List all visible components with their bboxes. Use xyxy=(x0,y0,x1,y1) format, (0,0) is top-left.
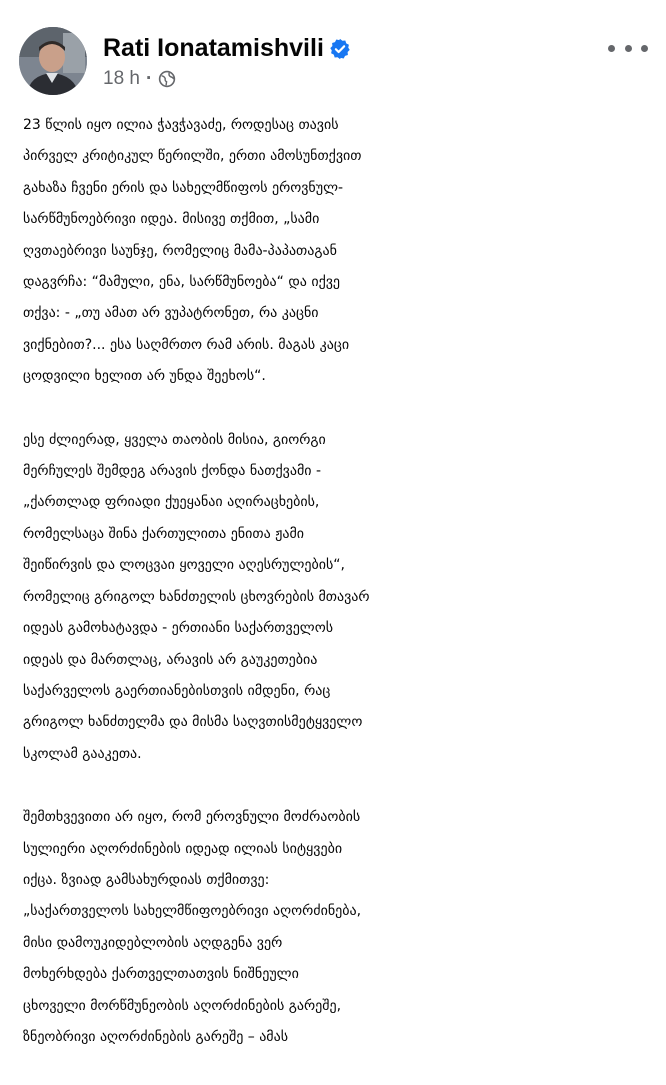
post-text-line: იდეას და მართლაც, არავის არ გაუკეთებია xyxy=(23,651,318,668)
avatar-photo xyxy=(19,27,87,95)
post-paragraph xyxy=(23,110,653,393)
post-text-line: გრიგოლ ხანძთელმა და მისმა საღვთისმეტყველო xyxy=(23,714,363,731)
author-name[interactable]: Rati Ionatamishvili xyxy=(103,34,324,62)
post-text-line: იდეას გამოხატავდა - ერთიანი საქართველოს xyxy=(23,620,334,637)
post-text-line: მისი დამოუკიდებლობის აღდგენა ვერ xyxy=(23,934,283,951)
post-text-line: „საქართველოს სახელმწიფოებრივი აღორძინება, xyxy=(23,903,362,920)
post-text-line: ესე ძლიერად, ყველა თაობის მისია, გიორგი xyxy=(23,431,326,448)
author-avatar[interactable] xyxy=(19,27,87,95)
post-text-line: სკოლამ გააკეთა. xyxy=(23,745,142,762)
meta-separator: · xyxy=(145,68,153,89)
post-paragraph xyxy=(23,802,653,1053)
post-meta xyxy=(103,68,176,90)
post-text-line: შემთხვევითი არ იყო, რომ ეროვნული მოძრაობის xyxy=(23,809,361,826)
more-options-icon[interactable] xyxy=(608,38,648,58)
post-text-line: ვიქნებით?... ესა საღმრთო რამ არის. მაგას კაცი xyxy=(23,336,350,353)
post-text-line: 23 წლის იყო ილია ჭავჭავაძე, როდესაც თავის xyxy=(23,117,339,133)
post-text-line: პირველ კრიტიკულ წერილში, ერთი ამოსუნთქვით xyxy=(23,148,362,165)
post-text-line: გახაზა ჩვენი ერის და სახელმწიფოს ეროვნულ- xyxy=(23,179,344,196)
verified-badge-icon xyxy=(329,38,351,60)
post-text-line: შეიწირვის და ლოცვაი ყოველი აღესრულების“, xyxy=(23,557,345,574)
more-dot xyxy=(625,45,632,52)
post-text-line: მოხერხდება ქართველთათვის ნიშნეული xyxy=(23,966,299,983)
post-text-line: ცოდვილი ხელით არ უნდა შეეხოს“. xyxy=(23,368,266,385)
post-body xyxy=(23,110,653,1085)
post-text-line: რომელიც გრიგოლ ხანძთელის ცხოვრების მთავარ xyxy=(23,588,370,605)
post-text-line: სულიერი აღორძინების იდეად ილიას სიტყვები xyxy=(23,840,343,857)
post-text-line: რომელსაცა შინა ქართულითა ენითა ჟამი xyxy=(23,525,305,542)
post-text-line: თქვა: - „თუ ამათ არ ვუპატრონეთ, რა კაცნი xyxy=(23,305,319,322)
post-header xyxy=(0,0,666,100)
post-text-line: ცხოველი მორწმუნეობის აღორძინების გარეშე, xyxy=(23,997,342,1014)
post-text-line: დაგვრჩა: “მამული, ენა, სარწმუნოება“ და იქვე xyxy=(23,274,341,291)
post-text-line: საქარველოს გაერთიანებისთვის იმდენი, რაც xyxy=(23,682,331,699)
post-text-line: ზნეობრივი აღორძინების გარეშე – ამას xyxy=(23,1028,289,1045)
post-text-line: მერჩულეს შემდეგ არავის ქონდა ნათქვამი - xyxy=(23,463,322,480)
post-timestamp[interactable]: 18 h xyxy=(103,68,140,89)
more-dot xyxy=(641,45,648,52)
more-dot xyxy=(608,45,615,52)
post-text-line: „ქართლად ფრიადი ქუეყანაი აღირაცხების, xyxy=(23,494,320,511)
post-paragraph xyxy=(23,425,653,770)
post-text-line: ღვთაებრივი საუნჯე, რომელიც მამა-პაპათაგან xyxy=(23,242,337,259)
globe-icon[interactable] xyxy=(158,70,176,88)
post-text-line: სარწმუნოებრივი იდეა. მისივე თქმით, „სამი xyxy=(23,211,320,228)
post-text-line: იქცა. ზვიად გამსახურდიას თქმითვე: xyxy=(23,871,270,888)
